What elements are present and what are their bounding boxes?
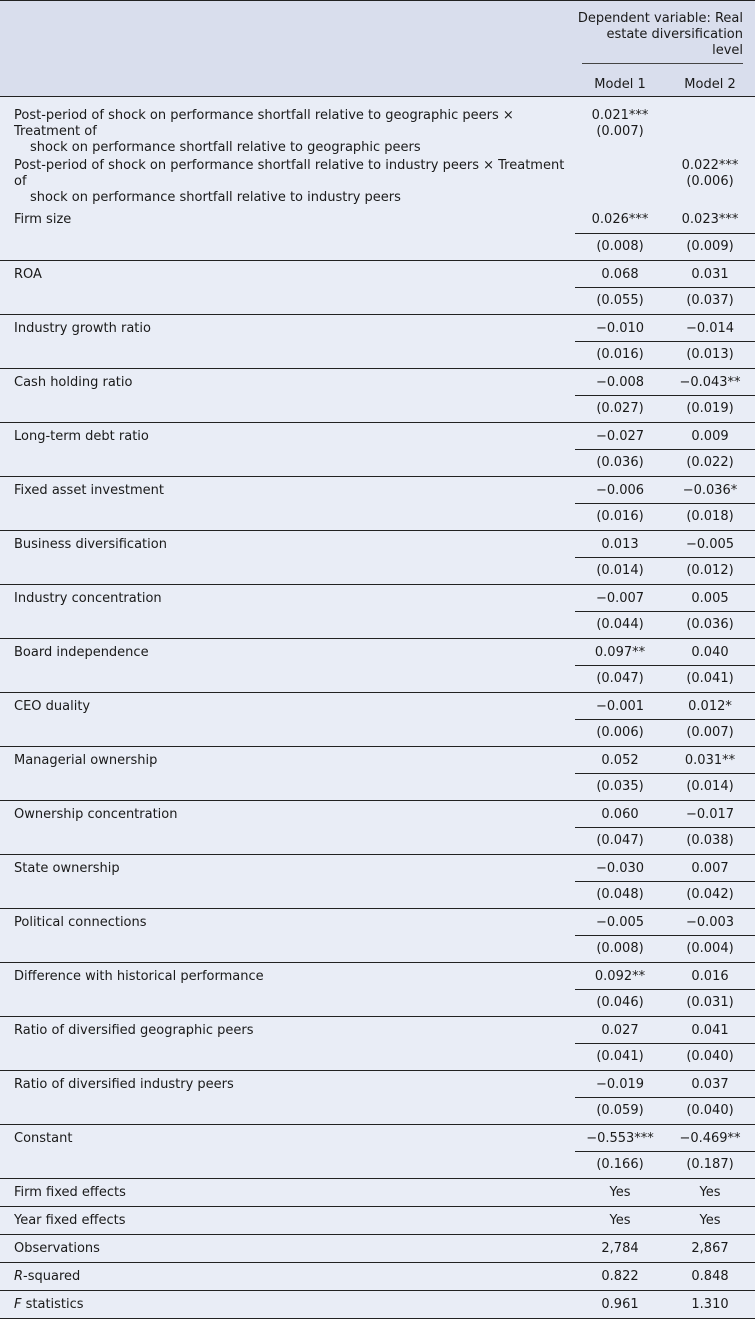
row-label-blank — [0, 1097, 575, 1124]
coef-row — [0, 692, 755, 719]
se-row — [0, 287, 755, 314]
coef-row — [0, 638, 755, 665]
model1-coef: −0.030 — [595, 860, 645, 876]
model2-se: (0.040) — [665, 1097, 755, 1124]
model2-stat: Yes — [665, 1206, 755, 1234]
stat-row — [0, 1206, 755, 1234]
model1-header: Model 1 — [575, 64, 665, 97]
model1-coef: 0.097** — [594, 644, 646, 660]
model1-se: (0.166) — [575, 1151, 665, 1178]
model2-coef: −0.469** — [679, 1130, 741, 1146]
model1-coef: −0.008 — [595, 374, 645, 390]
model1-coef: −0.006 — [595, 482, 645, 498]
stat-label — [0, 1290, 575, 1318]
model1-coef: −0.553*** — [586, 1130, 654, 1146]
row-label-blank — [0, 989, 575, 1016]
dependent-variable-header — [575, 1, 755, 65]
model2-coef: 0.041 — [691, 1022, 729, 1038]
model1-coef: 0.068 — [601, 266, 639, 282]
row-label: Cash holding ratio — [14, 374, 133, 390]
se-row — [0, 449, 755, 476]
model1-se: (0.008) — [575, 233, 665, 260]
coef-row — [0, 1124, 755, 1151]
model1-coef: −0.010 — [595, 320, 645, 336]
model1-cell — [575, 156, 665, 206]
dependent-variable-line2: estate diversification level — [606, 27, 744, 58]
model1-stat: Yes — [575, 1206, 665, 1234]
coef-row — [0, 1070, 755, 1097]
stat-label — [0, 1262, 575, 1290]
se-row — [0, 827, 755, 854]
model1-se: (0.016) — [575, 503, 665, 530]
model1-coef: −0.019 — [595, 1076, 645, 1092]
model2-coef: 0.016 — [691, 968, 729, 984]
model1-coef: 0.021*** — [591, 108, 649, 123]
row-label-blank — [0, 1043, 575, 1070]
row-label: ROA — [14, 266, 42, 282]
se-row — [0, 773, 755, 800]
interaction-row-geographic — [0, 97, 755, 157]
model2-se: (0.019) — [665, 395, 755, 422]
model2-se: (0.014) — [665, 773, 755, 800]
coef-row — [0, 1016, 755, 1043]
model2-stat: 2,867 — [665, 1234, 755, 1262]
se-row — [0, 935, 755, 962]
se-row — [0, 719, 755, 746]
model1-coef: −0.005 — [595, 914, 645, 930]
model2-se: (0.006) — [686, 174, 734, 189]
se-row — [0, 665, 755, 692]
row-label-line2: shock on performance shortfall relative to industry peers — [30, 190, 401, 205]
row-label: Political connections — [14, 914, 147, 930]
model2-cell — [665, 156, 755, 206]
se-row — [0, 1151, 755, 1178]
coef-row — [0, 584, 755, 611]
stat-label-italic: F — [14, 1296, 22, 1312]
stat-label: Observations — [0, 1234, 575, 1262]
row-label: Long-term debt ratio — [14, 428, 149, 444]
model1-stat: 0.961 — [575, 1290, 665, 1318]
model2-coef: 0.022*** — [681, 158, 739, 173]
model1-coef: 0.060 — [601, 806, 639, 822]
row-label-blank — [0, 611, 575, 638]
row-label: Managerial ownership — [14, 752, 158, 768]
model1-se: (0.055) — [575, 287, 665, 314]
stat-row — [0, 1262, 755, 1290]
row-label: Fixed asset investment — [14, 482, 164, 498]
row-label-blank — [0, 665, 575, 692]
model1-se: (0.006) — [575, 719, 665, 746]
se-row — [0, 503, 755, 530]
model2-coef: −0.003 — [685, 914, 735, 930]
model2-coef: 0.009 — [691, 428, 729, 444]
coef-row — [0, 746, 755, 773]
model2-se: (0.013) — [665, 341, 755, 368]
row-label-line1: Post-period of shock on performance shortfall relative to geographic peers × Treatment of — [14, 108, 514, 139]
row-label-blank — [0, 1151, 575, 1178]
model1-stat: 0.822 — [575, 1262, 665, 1290]
model2-coef: −0.005 — [685, 536, 735, 552]
model1-cell — [575, 97, 665, 157]
model1-se: (0.046) — [575, 989, 665, 1016]
coef-row — [0, 422, 755, 449]
model1-se: (0.008) — [575, 935, 665, 962]
model2-coef: −0.036* — [682, 482, 738, 498]
row-label-blank — [0, 557, 575, 584]
row-label: Ownership concentration — [14, 806, 178, 822]
coef-row — [0, 260, 755, 287]
model1-stat: Yes — [575, 1178, 665, 1206]
model2-se: (0.036) — [665, 611, 755, 638]
se-row — [0, 881, 755, 908]
stat-row — [0, 1178, 755, 1206]
model2-coef: 0.007 — [691, 860, 729, 876]
coef-row — [0, 854, 755, 881]
model1-se: (0.059) — [575, 1097, 665, 1124]
stat-row — [0, 1234, 755, 1262]
model2-se: (0.041) — [665, 665, 755, 692]
model1-coef: 0.092** — [594, 968, 646, 984]
se-row — [0, 557, 755, 584]
model2-cell — [665, 97, 755, 157]
row-label-blank — [0, 881, 575, 908]
row-label: Industry concentration — [14, 590, 162, 606]
row-label — [0, 97, 575, 157]
se-row — [0, 1043, 755, 1070]
row-label-blank — [0, 827, 575, 854]
stat-label-rest: -squared — [23, 1268, 81, 1284]
row-label-blank — [0, 449, 575, 476]
row-label: Ratio of diversified geographic peers — [14, 1022, 254, 1038]
se-row — [0, 395, 755, 422]
model2-se: (0.009) — [665, 233, 755, 260]
row-label-line1: Post-period of shock on performance shortfall relative to industry peers × Treatment of — [14, 158, 565, 189]
model1-se: (0.047) — [575, 827, 665, 854]
model2-stat: 1.310 — [665, 1290, 755, 1318]
statistics-rows — [0, 1178, 755, 1318]
se-row — [0, 1097, 755, 1124]
row-label: Firm size — [14, 212, 72, 227]
stat-row — [0, 1290, 755, 1318]
model1-coef: −0.001 — [595, 698, 645, 714]
model1-se: (0.041) — [575, 1043, 665, 1070]
coef-row — [0, 206, 755, 233]
model2-se: (0.038) — [665, 827, 755, 854]
model1-se: (0.044) — [575, 611, 665, 638]
model1-se: (0.016) — [575, 341, 665, 368]
se-row — [0, 233, 755, 260]
model1-coef: 0.026*** — [591, 212, 649, 227]
model2-se: (0.004) — [665, 935, 755, 962]
row-label-line2: shock on performance shortfall relative to geographic peers — [30, 140, 421, 155]
model2-coef: 0.023*** — [681, 212, 739, 227]
model1-coef: −0.027 — [595, 428, 645, 444]
model2-se: (0.012) — [665, 557, 755, 584]
interaction-row-industry — [0, 156, 755, 206]
header-blank-2 — [0, 64, 575, 97]
model1-se: (0.014) — [575, 557, 665, 584]
row-label: Difference with historical performance — [14, 968, 264, 984]
model1-stat: 2,784 — [575, 1234, 665, 1262]
stat-label: Year fixed effects — [0, 1206, 575, 1234]
model2-coef: 0.012* — [688, 698, 732, 714]
header-blank — [0, 1, 575, 65]
row-label-blank — [0, 341, 575, 368]
row-label: State ownership — [14, 860, 120, 876]
model1-se: (0.036) — [575, 449, 665, 476]
variable-rows — [0, 206, 755, 1178]
model2-coef: 0.031 — [691, 266, 729, 282]
model2-stat: Yes — [665, 1178, 755, 1206]
model1-se: (0.048) — [575, 881, 665, 908]
se-row — [0, 989, 755, 1016]
model2-se: (0.040) — [665, 1043, 755, 1070]
row-label — [0, 156, 575, 206]
row-label: Board independence — [14, 644, 149, 660]
model2-se: (0.042) — [665, 881, 755, 908]
model2-coef: 0.037 — [691, 1076, 729, 1092]
model2-se: (0.018) — [665, 503, 755, 530]
coef-row — [0, 368, 755, 395]
model1-se: (0.047) — [575, 665, 665, 692]
model1-coef: 0.013 — [601, 536, 639, 552]
row-label-blank — [0, 287, 575, 314]
model2-se: (0.007) — [665, 719, 755, 746]
model2-coef: −0.017 — [685, 806, 735, 822]
row-label: CEO duality — [14, 698, 91, 714]
coef-row — [0, 962, 755, 989]
row-label-blank — [0, 719, 575, 746]
model1-coef: −0.007 — [595, 590, 645, 606]
row-label-blank — [0, 503, 575, 530]
dependent-variable-line1: Dependent variable: Real — [577, 11, 744, 26]
stat-label-italic: R — [14, 1268, 24, 1284]
model2-header: Model 2 — [665, 64, 755, 97]
se-row — [0, 341, 755, 368]
coef-row — [0, 908, 755, 935]
model2-se: (0.031) — [665, 989, 755, 1016]
model2-coef: 0.005 — [691, 590, 729, 606]
row-label-blank — [0, 395, 575, 422]
row-label: Industry growth ratio — [14, 320, 151, 336]
model1-se: (0.027) — [575, 395, 665, 422]
model1-coef: 0.027 — [601, 1022, 639, 1038]
coef-row — [0, 476, 755, 503]
row-label: Ratio of diversified industry peers — [14, 1076, 234, 1092]
model2-coef: −0.014 — [685, 320, 735, 336]
model1-se: (0.007) — [596, 124, 644, 139]
coef-row — [0, 800, 755, 827]
row-label: Business diversification — [14, 536, 167, 552]
row-label-blank — [0, 935, 575, 962]
row-label-blank — [0, 233, 575, 260]
model1-coef: 0.052 — [601, 752, 639, 768]
stat-label: Firm fixed effects — [0, 1178, 575, 1206]
row-label-blank — [0, 773, 575, 800]
model2-se: (0.022) — [665, 449, 755, 476]
stat-label-rest: statistics — [21, 1296, 84, 1312]
model1-se: (0.035) — [575, 773, 665, 800]
se-row — [0, 611, 755, 638]
coef-row — [0, 314, 755, 341]
coef-row — [0, 530, 755, 557]
row-label: Constant — [14, 1130, 73, 1146]
model2-coef: 0.040 — [691, 644, 729, 660]
model2-stat: 0.848 — [665, 1262, 755, 1290]
model2-se: (0.037) — [665, 287, 755, 314]
model2-coef: 0.031** — [684, 752, 736, 768]
model2-se: (0.187) — [665, 1151, 755, 1178]
model2-coef: −0.043** — [679, 374, 741, 390]
